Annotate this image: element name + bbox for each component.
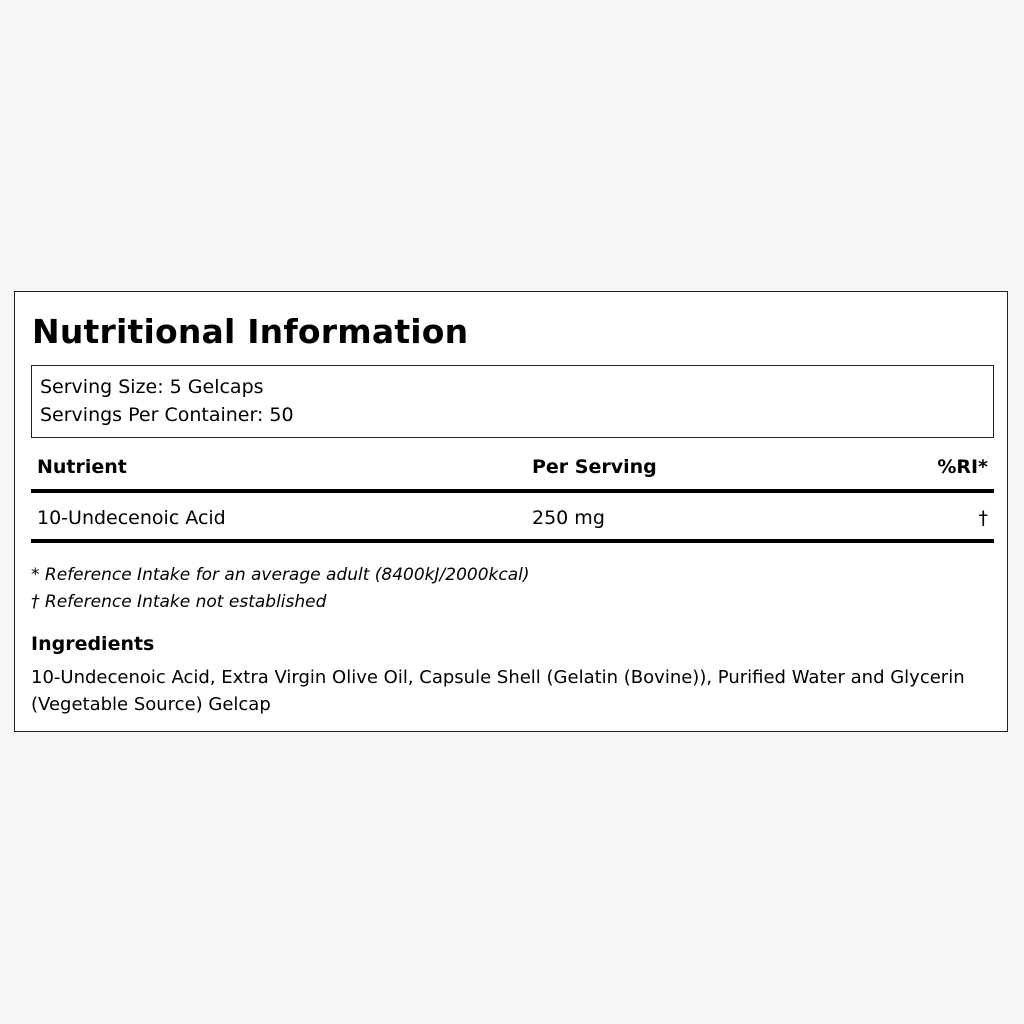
servings-per-container: Servings Per Container: 50: [40, 404, 294, 426]
footnote-reference-intake: * Reference Intake for an average adult (8400kJ/2000kcal): [31, 565, 530, 585]
serving-size: Serving Size: 5 Gelcaps: [40, 376, 264, 398]
ingredients-heading: Ingredients: [31, 633, 155, 655]
header-divider: [31, 489, 994, 493]
serving-info-box: [31, 365, 994, 438]
table-bottom-divider: [31, 539, 994, 543]
panel-title: Nutritional Information: [32, 312, 469, 351]
ingredients-text: 10-Undecenoic Acid, Extra Virgin Olive Oil, Capsule Shell (Gelatin (Bovine)), Purified Water and Glycerin (Vegetable Source) Gelcap: [31, 667, 965, 715]
table-header: [31, 456, 994, 486]
footnotes: [31, 562, 530, 616]
row-nutrient: 10-Undecenoic Acid: [37, 507, 226, 529]
nutrition-panel: [14, 291, 1008, 732]
footnote-not-established: † Reference Intake not established: [31, 592, 327, 612]
header-nutrient: Nutrient: [37, 456, 127, 478]
row-ri: †: [978, 507, 988, 529]
header-ri: %RI*: [937, 456, 988, 478]
row-per-serving: 250 mg: [532, 507, 605, 529]
table-row: [31, 507, 994, 535]
header-per-serving: Per Serving: [532, 456, 657, 478]
